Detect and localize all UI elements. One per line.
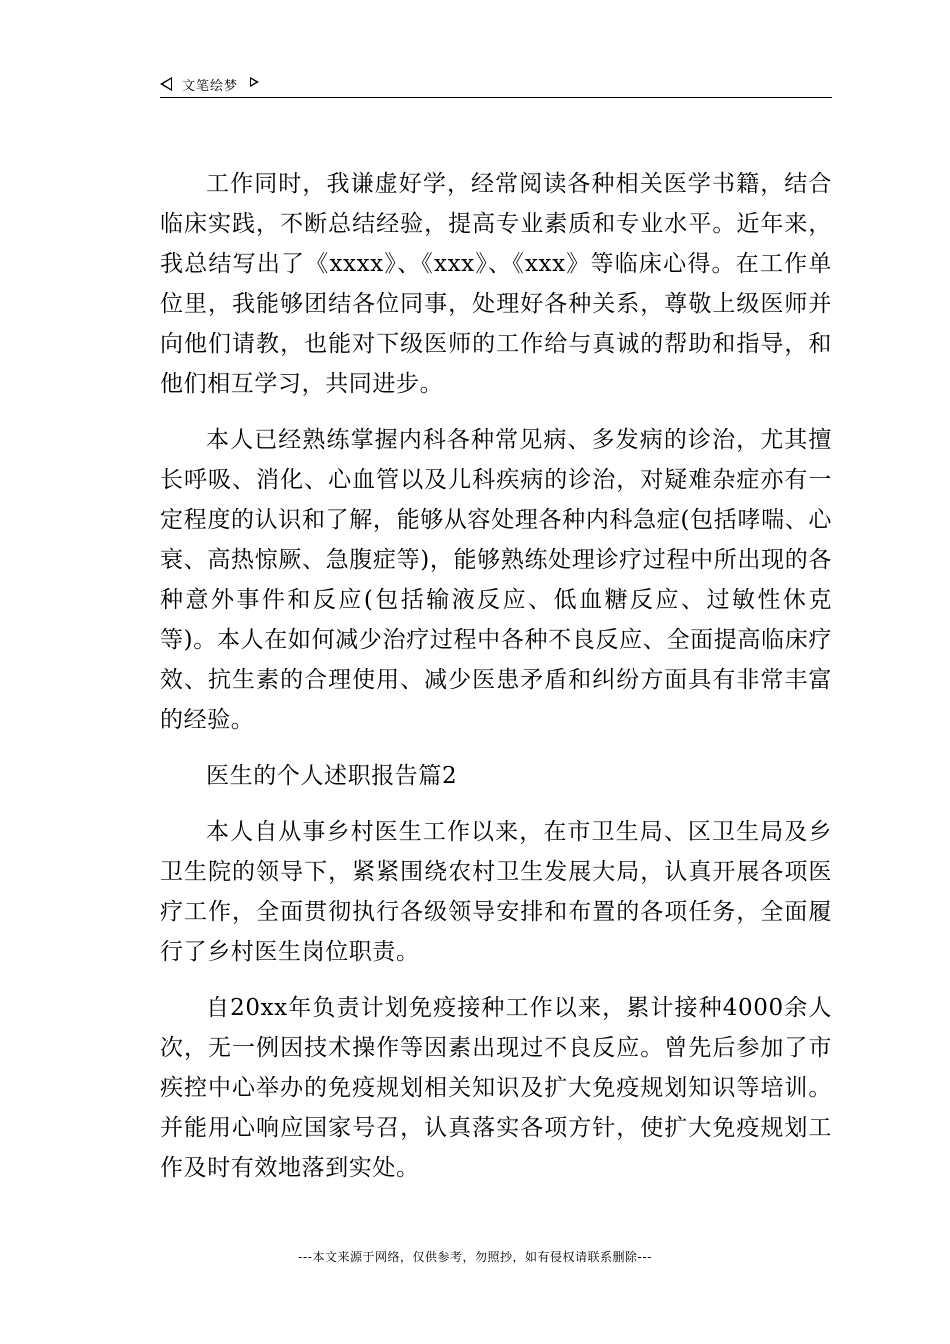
- header-brand: 文笔绘梦: [182, 79, 239, 94]
- left-triangle-icon: [160, 77, 172, 91]
- right-triangle-icon: [250, 77, 259, 87]
- paragraph: 本人已经熟练掌握内科各种常见病、多发病的诊治，尤其擅长呼吸、消化、心血管以及儿科疾病的诊治，对疑难杂症亦有一定程度的认识和了解，能够从容处理各种内科急症(包括哮喘、心衰、高热惊厥、急腹症等)，能够熟练处理诊疗过程中所出现的各种意外事件和反应(包括输液反应、低血糖反应、过敏性休克等)。本人在如何减少治疗过程中各种不良反应、全面提高临床疗效、抗生素的合理使用、减少医患矛盾和纠纷方面具有非常丰富的经验。: [160, 427, 832, 733]
- paragraph: 自20xx年负责计划免疫接种工作以来，累计接种4000余人次，无一例因技术操作等因素出现过不良反应。曾先后参加了市疾控中心举办的免疫规划相关知识及扩大免疫规划知识等培训。并能用心响应国家号召，认真落实各项方针，使扩大免疫规划工作及时有效地落到实处。: [160, 995, 832, 1181]
- document-body: [160, 164, 832, 1204]
- paragraph: 工作同时，我谦虚好学，经常阅读各种相关医学书籍，结合临床实践，不断总结经验，提高专业素质和专业水平。近年来，我总结写出了《xxxx》、《xxx》、《xxx》等临床心得。在工作单位里，我能够团结各位同事，处理好各种关系，尊敬上级医师并向他们请教，也能对下级医师的工作给与真诚的帮助和指导，和他们相互学习，共同进步。: [160, 171, 832, 397]
- paragraph: 本人自从事乡村医生工作以来，在市卫生局、区卫生局及乡卫生院的领导下，紧紧围绕农村卫生发展大局，认真开展各项医疗工作，全面贯彻执行各级领导安排和布置的各项任务，全面履行了乡村医生岗位职责。: [160, 819, 832, 965]
- section-title: 医生的个人述职报告篇2: [206, 763, 458, 789]
- page-header: [160, 74, 832, 98]
- header-divider: [160, 97, 832, 98]
- footer-disclaimer: ---本文来源于网络，仅供参考，勿照抄，如有侵权请联系删除---: [298, 1250, 652, 1264]
